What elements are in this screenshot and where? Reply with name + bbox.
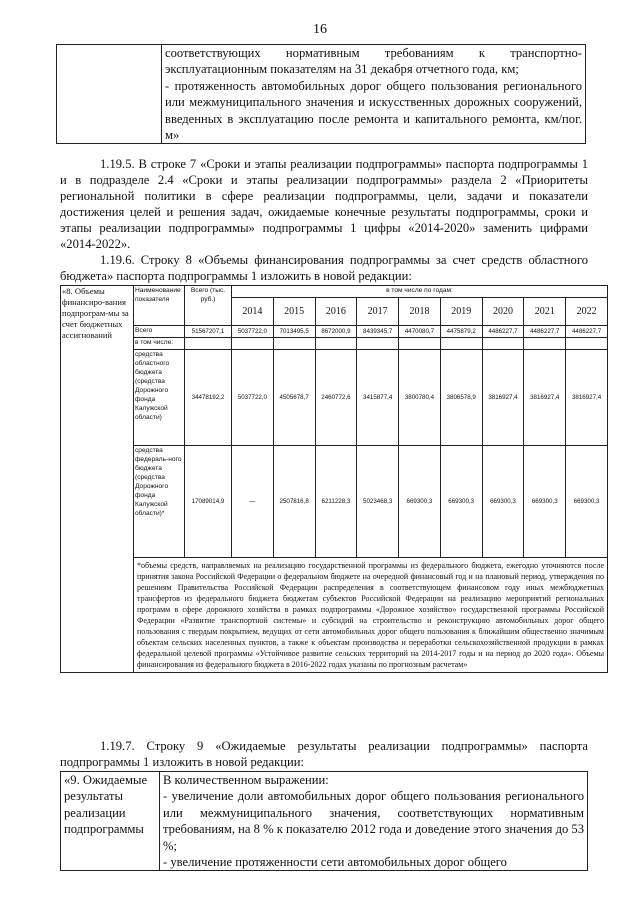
year-2015: 2015 bbox=[273, 298, 315, 326]
header-total: Всего (тыс. руб.) bbox=[185, 286, 232, 326]
row-value-2021: 4486227,7 bbox=[524, 326, 566, 338]
row-value-2017: 3415877,4 bbox=[357, 350, 399, 446]
row-value-2016: 8672000,9 bbox=[315, 326, 357, 338]
row-name: средства федераль-ного бюджета (средства Дорожного фонда Калужской области)* bbox=[134, 446, 185, 558]
financing-row-label: «8. Объемы финансиро-вания подпрограм-мы за счет бюджетных ассигнований bbox=[61, 286, 134, 673]
row-total: 34478192,2 bbox=[185, 350, 232, 446]
page-number: 16 bbox=[313, 22, 327, 37]
table-row-federal-budget bbox=[61, 446, 608, 558]
year-2021: 2021 bbox=[524, 298, 566, 326]
year-2019: 2019 bbox=[440, 298, 482, 326]
row-name: средства областного бюджета (средства Дорожного фонда Калужской области) bbox=[134, 350, 185, 446]
results-table bbox=[60, 771, 588, 871]
paragraph-1-19-5: 1.19.5. В строке 7 «Сроки и этапы реализации подпрограммы» паспорта подпрограммы 1 и в подразделе 2.4 «Сроки и этапы реализации подпрограммы» раздела 2 «Приоритеты региональной политики в сфере реализации подпрограммы, цели, задачи и показатели достижения целей и решения задач, ожидаемые конечные результаты подпрограммы, сроки и этапы реализации подпрограммы» подпрограммы 1 цифры «2014-2020» заменить цифрами «2014-2022». bbox=[60, 157, 588, 251]
row-value-2022 bbox=[566, 338, 608, 350]
row-value-2022: 669300,3 bbox=[566, 446, 608, 558]
row-value-2016 bbox=[315, 338, 357, 350]
continuation-line-1: соответствующих нормативным требованиям к транспортно-эксплуатационным показателям на 31 декабря отчетного года, км; bbox=[165, 46, 582, 77]
row-value-2021 bbox=[524, 338, 566, 350]
row-total: 51567207,1 bbox=[185, 326, 232, 338]
row-value-2017: 5023468,3 bbox=[357, 446, 399, 558]
financing-table bbox=[60, 285, 608, 673]
continuation-content-cell bbox=[162, 45, 586, 144]
year-2014: 2014 bbox=[232, 298, 274, 326]
continuation-label-cell bbox=[57, 45, 162, 144]
header-indicator-name: Наименование показателя bbox=[134, 286, 185, 326]
continuation-table bbox=[56, 44, 586, 144]
row-value-2019 bbox=[440, 338, 482, 350]
row-name: Всего bbox=[134, 326, 185, 338]
row-value-2022: 3816927,4 bbox=[566, 350, 608, 446]
year-2022: 2022 bbox=[566, 298, 608, 326]
financing-footnote: *объемы средств, направляемых на реализацию государственной программы из федерального бюджета, ежегодно уточняются после принятия закона Российской Федерации о федеральном бюджете на очередной финансовый год и на плановый период, утверждения по решениям Правительства Российской Федерации распределения в соответствующем финансовом году иных межбюджетных трансфертов из федерального бюджета бюджетам субъектов Российской Федерации на реализацию мероприятий региональных программ в сфере дорожного хозяйства в рамках подпрограммы «Дорожное хозяйство» государственной программы Российской Федерации «Развитие транспортной системы» и субсидий на строительство и реконструкцию автомобильных дорог общего пользования с твердым покрытием, ведущих от сети автомобильных дорог общего пользования к ближайшим общественно значимым объектам сельских населенных пунктов, а также к объектам производства и переработки сельскохозяйственной продукции в рамках федеральной целевой программы «Устойчивое развитие сельских территорий на 2014-2017 годы и на период до 2020 года». Объемы финансирования из федерального бюджета в 2016-2022 годах указаны по прогнозным расчетам» bbox=[134, 558, 608, 673]
row-value-2020: 669300,3 bbox=[482, 446, 524, 558]
row-value-2016: 6211228,3 bbox=[315, 446, 357, 558]
results-line-2: - увеличение доли автомобильных дорог общего пользования регионального или межмуниципального значения, соответствующих нормативным требованиям, на 8 % к показателю 2012 года и доведение этого значения до 53 %; bbox=[163, 789, 585, 853]
row-value-2014: — bbox=[232, 446, 274, 558]
row-value-2015: 7013495,5 bbox=[273, 326, 315, 338]
paragraph-1-19-7: 1.19.7. Строку 9 «Ожидаемые результаты реализации подпрограммы» паспорта подпрограммы 1 изложить в новой редакции: bbox=[60, 739, 588, 769]
results-line-3: - увеличение протяженности сети автомобильных дорог общего bbox=[163, 855, 507, 870]
row-value-2014: 5037722,0 bbox=[232, 350, 274, 446]
row-value-2020: 4486227,7 bbox=[482, 326, 524, 338]
row-value-2021: 3816927,4 bbox=[524, 350, 566, 446]
row-value-2015: 4505678,7 bbox=[273, 350, 315, 446]
results-content bbox=[160, 772, 588, 871]
row-value-2016: 2460772,6 bbox=[315, 350, 357, 446]
continuation-line-2: - протяженность автомобильных дорог общего пользования регионального или межмуниципального значения и искусственных дорожных сооружений, введенных в эксплуатацию после ремонта и капитального ремонта, км/пог. м» bbox=[165, 78, 582, 143]
row-value-2021: 669300,3 bbox=[524, 446, 566, 558]
row-value-2019: 3806578,9 bbox=[440, 350, 482, 446]
row-value-2018: 3800780,4 bbox=[399, 350, 441, 446]
table-row-including bbox=[61, 338, 608, 350]
year-2016: 2016 bbox=[315, 298, 357, 326]
paragraph-1-19-6: 1.19.6. Строку 8 «Объемы финансирования подпрограммы за счет средств областного бюджета» паспорта подпрограммы 1 изложить в новой редакции: bbox=[60, 253, 588, 283]
row-value-2020: 3816927,4 bbox=[482, 350, 524, 446]
results-label: «9. Ожидаемые результаты реализации подпрограммы bbox=[61, 772, 160, 871]
year-2017: 2017 bbox=[357, 298, 399, 326]
row-total bbox=[185, 338, 232, 350]
row-value-2022: 4486227,7 bbox=[566, 326, 608, 338]
row-name: в том числе: bbox=[134, 338, 185, 350]
row-value-2019: 669300,3 bbox=[440, 446, 482, 558]
year-2018: 2018 bbox=[399, 298, 441, 326]
row-value-2014: 5037722,0 bbox=[232, 326, 274, 338]
table-row-regional-budget bbox=[61, 350, 608, 446]
table-row-total bbox=[61, 326, 608, 338]
results-line-1: В количественном выражении: bbox=[163, 773, 329, 787]
row-value-2018: 669300,3 bbox=[399, 446, 441, 558]
row-value-2017 bbox=[357, 338, 399, 350]
header-years-caption: в том числе по годам: bbox=[232, 286, 608, 298]
row-value-2018: 4470080,7 bbox=[399, 326, 441, 338]
year-2020: 2020 bbox=[482, 298, 524, 326]
row-value-2020 bbox=[482, 338, 524, 350]
row-value-2014 bbox=[232, 338, 274, 350]
row-value-2015 bbox=[273, 338, 315, 350]
row-value-2017: 8439345,7 bbox=[357, 326, 399, 338]
row-value-2018 bbox=[399, 338, 441, 350]
row-value-2019: 4475879,2 bbox=[440, 326, 482, 338]
row-total: 17089014,9 bbox=[185, 446, 232, 558]
row-value-2015: 2507816,8 bbox=[273, 446, 315, 558]
